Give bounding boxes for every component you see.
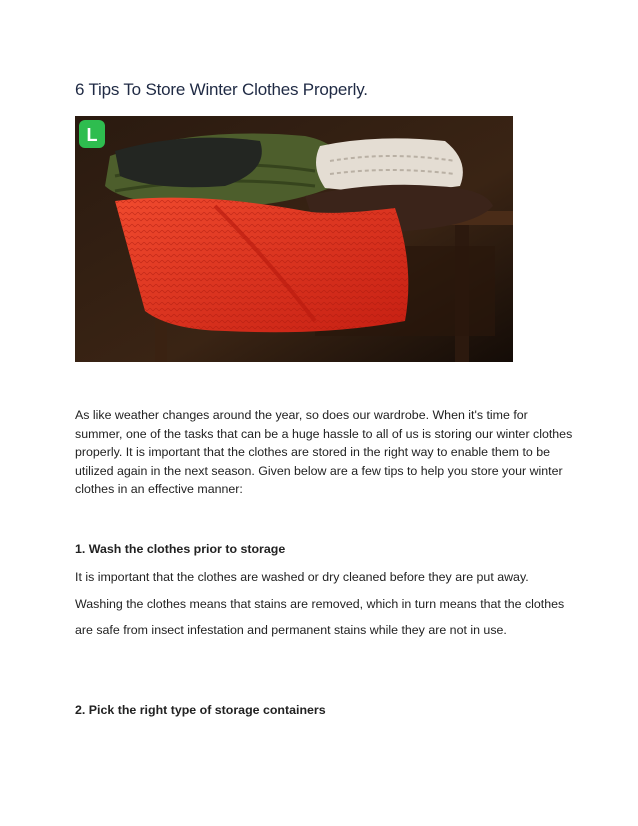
document-title: 6 Tips To Store Winter Clothes Properly. (75, 80, 368, 99)
white-knit-shape (316, 138, 463, 191)
intro-paragraph: As like weather changes around the year, so does our wardrobe. When it's time for summer, one of the tasks that can be a huge hassle to all of us is storing our winter clothes properly. It is important that the clothes are stored in the right way to enable them to be utilized again in the next season. Given below are a few tips to help you store your winter clothes in an effective manner: (75, 408, 573, 497)
winter-clothes-photo (75, 116, 513, 362)
tip-1-heading: 1. Wash the clothes prior to storage (75, 542, 286, 556)
tip-1-body: It is important that the clothes are washed or dry cleaned before they are put away. Washing the clothes means that stains are removed, which in turn means that the clothes are safe from insect infestation and permanent stains while they are not in use. (75, 570, 565, 637)
tip-2-heading: 2. Pick the right type of storage containers (75, 703, 326, 717)
logo-letter: L (86, 125, 98, 145)
